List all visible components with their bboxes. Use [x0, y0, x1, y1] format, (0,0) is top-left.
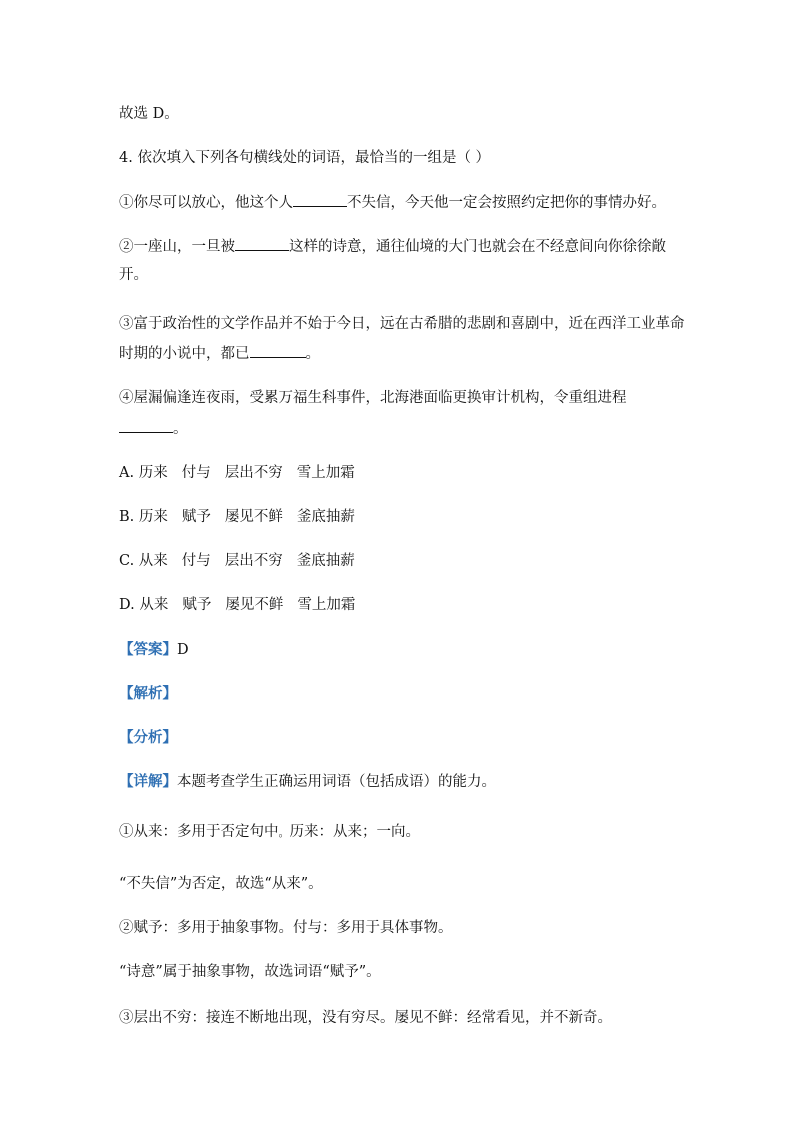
sentence-1-part-a: ①你尽可以放心，他这个人 [119, 195, 293, 211]
option-b [119, 507, 369, 527]
option-d [119, 595, 369, 615]
option-a-w1: A. 历来 [119, 465, 168, 481]
note-1-part-a: ①从来：多用于否定句中 [119, 824, 279, 840]
sentence-4-line-1: ④屋漏偏逢连夜雨，受累万福生科事件，北海港面临更换审计机构，令重组进程 [119, 390, 627, 406]
answer-line [119, 640, 189, 660]
blank-1 [293, 192, 347, 207]
option-d-w2: 赋予 [182, 597, 212, 613]
option-d-w4: 雪上加霜 [297, 597, 356, 613]
fenxi-heading: 【分析】 [119, 729, 177, 746]
sentence-2 [119, 236, 666, 257]
option-c [119, 551, 369, 571]
option-a-w4: 雪上加霜 [296, 465, 355, 481]
sentence-2-cont: 开。 [119, 267, 148, 283]
option-c-w1: C. 从来 [119, 553, 168, 569]
sentence-3-part-c: 。 [305, 346, 320, 362]
sentence-3-line-1: ③富于政治性的文学作品并不始于今日，远在古希腊的悲剧和喜剧中，近在西洋工业革命 [119, 316, 685, 332]
option-a [119, 463, 369, 483]
option-b-w1: B. 历来 [119, 509, 168, 525]
answer-value: D [177, 642, 189, 658]
option-a-w3: 层出不穷 [224, 465, 283, 481]
jiexi-heading: 【解析】 [119, 685, 177, 702]
option-a-w2: 付与 [181, 465, 211, 481]
sentence-2-part-b: 这样的诗意，通往仙境的大门也就会在不经意间向你徐徐敞 [289, 239, 666, 255]
note-1-part-b: 历来：从来；一向。 [289, 824, 420, 840]
option-c-w2: 付与 [181, 553, 211, 569]
blank-4 [119, 418, 173, 433]
sentence-3-part-b: 时期的小说中，都已 [119, 346, 250, 362]
detail-text: 本题考查学生正确运用词语（包括成语）的能力。 [177, 774, 496, 790]
option-b-w3: 屡见不鲜 [224, 509, 283, 525]
detail-tag: 【详解】 [119, 773, 177, 790]
sentence-1 [119, 192, 666, 213]
option-b-w4: 釜底抽薪 [296, 509, 355, 525]
note-3: ②赋予：多用于抽象事物。付与：多用于具体事物。 [119, 920, 453, 936]
blank-2 [235, 236, 289, 251]
sentence-4-line-2 [119, 418, 188, 439]
note-5: ③层出不穷：接连不断地出现，没有穷尽。屡见不鲜：经常看见，并不新奇。 [119, 1010, 612, 1026]
sentence-4-part-b: 。 [173, 421, 188, 437]
conclusion-line: 故选 D。 [119, 106, 179, 122]
blank-3 [250, 343, 306, 358]
note-2: “不失信”为否定，故选“从来”。 [119, 876, 323, 892]
sentence-2-part-a: ②一座山，一旦被 [119, 239, 235, 255]
option-b-w2: 赋予 [181, 509, 211, 525]
question-4-stem: 4. 依次填入下列各句横线处的词语，最恰当的一组是（ ） [119, 150, 491, 166]
answer-tag: 【答案】 [119, 641, 177, 658]
sentence-3-line-2 [119, 343, 320, 364]
option-d-w3: 屡见不鲜 [225, 597, 284, 613]
option-c-w3: 层出不穷 [224, 553, 283, 569]
detail-line [119, 772, 496, 792]
option-c-w4: 釜底抽薪 [296, 553, 355, 569]
sentence-1-part-b: 不失信，今天他一定会按照约定把你的事情办好。 [347, 195, 666, 211]
note-4: “诗意”属于抽象事物，故选词语“赋予”。 [119, 964, 381, 980]
note-1 [119, 822, 420, 843]
note-1-dot: 。 [278, 826, 290, 839]
option-d-w1: D. 从来 [119, 597, 169, 613]
